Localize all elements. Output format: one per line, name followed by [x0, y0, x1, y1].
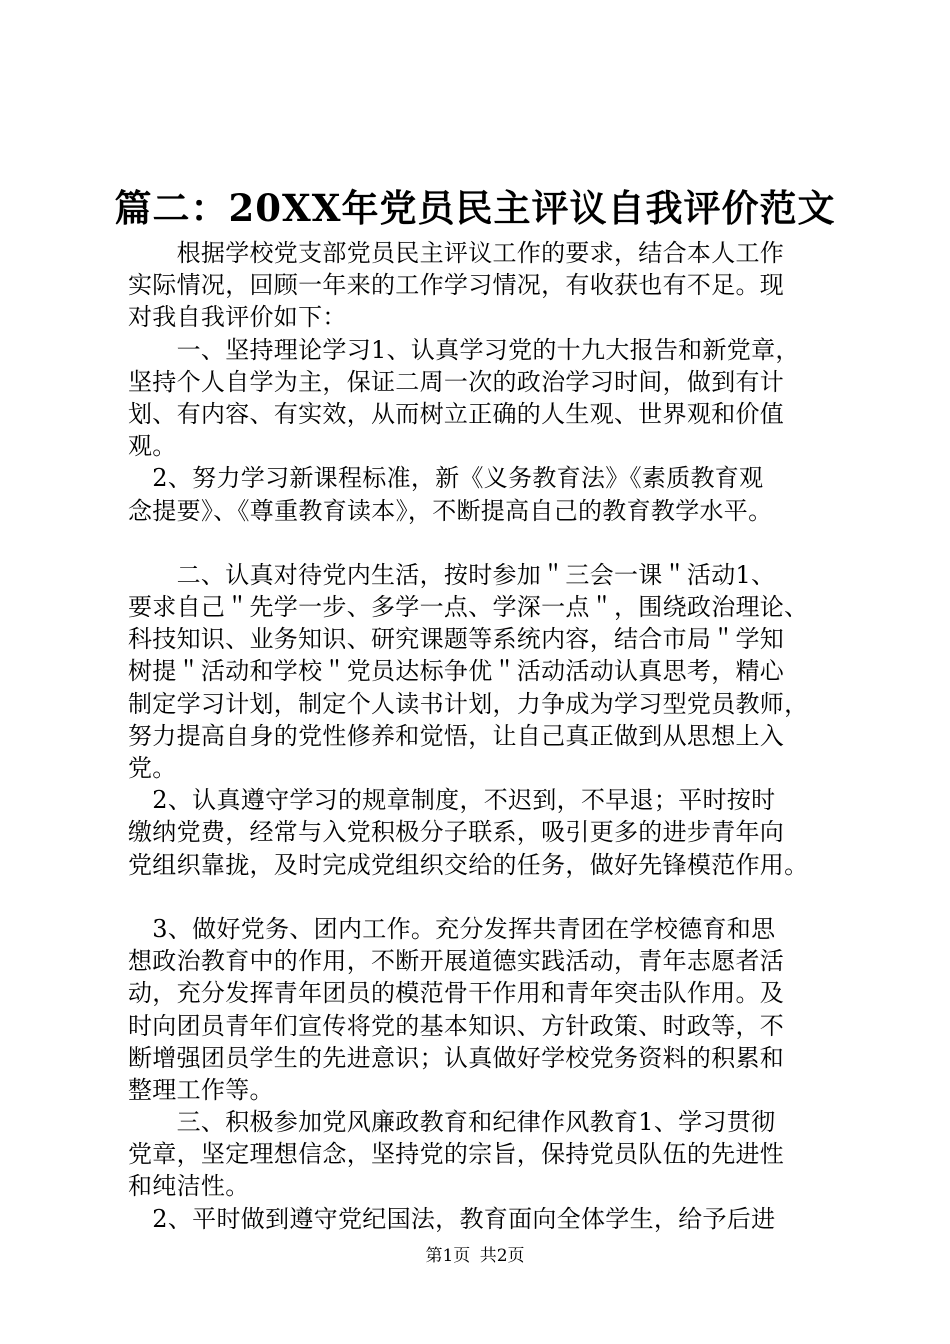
text-line: 观。	[128, 432, 177, 461]
text-line: 2、平时做到遵守党纪国法，教育面向全体学生，给予后进	[128, 1204, 776, 1233]
text-line: 树提＂活动和学校＂党员达标争优＂活动活动认真思考，精心	[128, 657, 785, 686]
text-line: 对我自我评价如下：	[128, 303, 347, 332]
text-line: 坚持个人自学为主，保证二周一次的政治学习时间，做到有计	[128, 367, 785, 396]
text-line: 党章，坚定理想信念，坚持党的宗旨，保持党员队伍的先进性	[128, 1140, 785, 1169]
text-line: 2、认真遵守学习的规章制度，不迟到，不早退；平时按时	[128, 786, 776, 815]
document-title: 篇二：20XX年党员民主评议自我评价范文	[114, 186, 836, 230]
page-footer	[0, 1244, 950, 1268]
text-line: 三、积极参加党风廉政教育和纪律作风教育1、学习贯彻	[128, 1108, 776, 1137]
text-line: 断增强团员学生的先进意识；认真做好学校党务资料的积累和	[128, 1043, 785, 1072]
text-line: 划、有内容、有实效，从而树立正确的人生观、世界观和价值	[128, 399, 785, 428]
text-line: 努力提高自身的党性修养和觉悟，让自己真正做到从思想上入	[128, 721, 785, 750]
text-line: 党。	[128, 754, 177, 782]
text-line: 动，充分发挥青年团员的模范骨干作用和青年突击队作用。及	[128, 979, 785, 1008]
text-line: 实际情况，回顾一年来的工作学习情况，有收获也有不足。现	[128, 271, 785, 300]
text-line	[128, 881, 838, 913]
text-line: 和纯洁性。	[128, 1172, 250, 1201]
page-total: 共2页	[479, 1246, 525, 1266]
text-line: 缴纳党费，经常与入党积极分子联系，吸引更多的进步青年向	[128, 818, 785, 847]
text-line: 想政治教育中的作用，不断开展道德实践活动，青年志愿者活	[128, 947, 785, 976]
text-line: 要求自己＂先学一步、多学一点、学深一点＂，围绕政治理论、	[128, 593, 809, 622]
text-line: 党组织靠拢，及时完成党组织交给的任务，做好先锋模范作用。	[128, 850, 809, 879]
text-line: 二、认真对待党内生活，按时参加＂三会一课＂活动1、	[128, 560, 776, 589]
text-line: 整理工作等。	[128, 1075, 274, 1104]
document-body	[128, 237, 838, 1235]
page-number: 第1页	[425, 1246, 471, 1266]
text-line	[128, 527, 838, 559]
text-line: 根据学校党支部党员民主评议工作的要求，结合本人工作	[128, 239, 785, 267]
text-line: 时向团员青年们宣传将党的基本知识、方针政策、时政等，不	[128, 1011, 785, 1040]
text-line: 一、坚持理论学习1、认真学习党的十九大报告和新党章，	[128, 335, 800, 364]
text-line: 2、努力学习新课程标准，新《义务教育法》《素质教育观	[128, 464, 764, 493]
text-line: 科技知识、业务知识、研究课题等系统内容，结合市局＂学知	[128, 625, 785, 654]
text-line: 制定学习计划，制定个人读书计划，力争成为学习型党员教师，	[128, 689, 809, 718]
text-line: 3、做好党务、团内工作。充分发挥共青团在学校德育和思	[128, 914, 776, 943]
text-line: 念提要》、《尊重教育读本》，不断提高自己的教育教学水平。	[128, 496, 773, 525]
